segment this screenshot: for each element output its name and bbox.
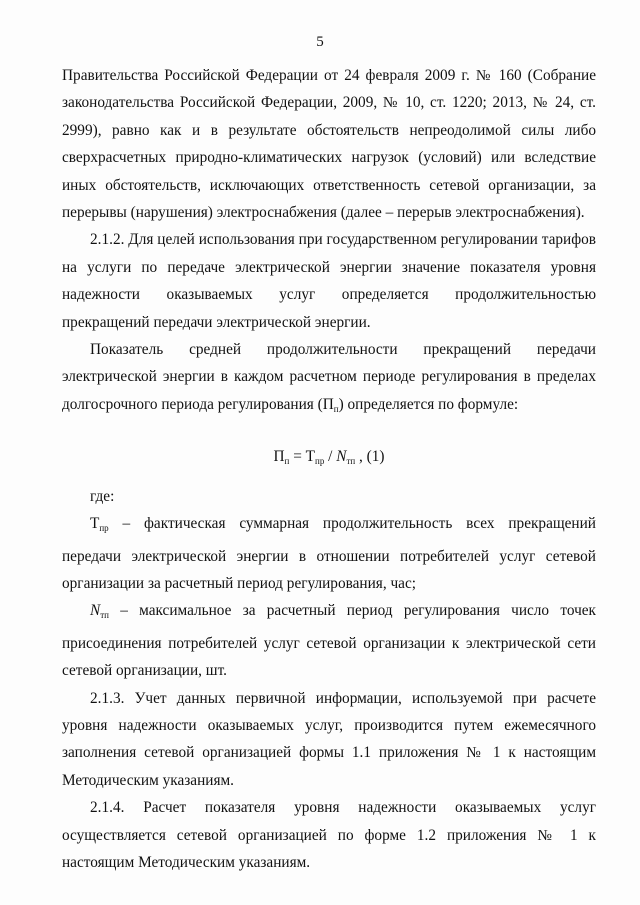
definition-symbol-subscript: пр [99, 523, 109, 534]
formula-1 [62, 443, 596, 475]
document-body [62, 62, 596, 876]
definition-text: – максимальное за расчетный период регулирования число точек присоединения потребителей услуг сетевой организации к электрической сети сетевой организации, шт. [62, 602, 596, 680]
page-number: 5 [316, 34, 324, 50]
formula-lhs-subscript: п [284, 456, 290, 467]
subscript: п [333, 403, 339, 414]
paragraph-continuation: Правительства Российской Федерации от 24 февраля 2009 г. № 160 (Собрание законодательства Российской Федерации, 2009, № 10, ст. 1220; 2013, № 24, ст. 2999), равно как и в результате обстоятельств непреодолимой силы либо сверхрасчетных природно-климатических нагрузок (условий) или вследствие иных обстоятельств, исключающих ответственность сетевой организации, за перерывы (нарушения) электроснабжения (далее – перерыв электроснабжения). [62, 67, 596, 222]
definition-text: – фактическая суммарная продолжительность всех прекращений передачи электрической энергии в отношении потребителей услуг сетевой организации за расчетный период регулирования, час; [62, 515, 596, 592]
definition-t-pr [62, 510, 596, 597]
definition-symbol: Т [90, 515, 100, 533]
definition-n-tp [62, 597, 596, 684]
paragraph-2-1-4: 2.1.4. Расчет показателя уровня надежности оказываемых услуг осуществляется сетевой организацией по форме 1.2 приложения № 1 к настоящим Методическим указаниям. [62, 799, 596, 871]
paragraph-indicator-definition [62, 336, 596, 423]
formula-n: N [336, 448, 347, 466]
definition-symbol-subscript: тп [100, 610, 109, 621]
where-label: где: [90, 487, 115, 505]
formula-t: Т [305, 448, 316, 466]
formula-number: , (1) [355, 448, 385, 466]
paragraph-text: ) определяется по формуле: [338, 395, 519, 413]
definition-symbol: N [90, 602, 101, 620]
paragraph-2-1-3: 2.1.3. Учет данных первичной информации, используемой при расчете уровня надежности оказываемых услуг, производится путем ежемесячного заполнения сетевой организацией формы 1.1 приложения № 1 к настоящим Методическим указаниям. [62, 689, 596, 789]
paragraph-2-1-2: 2.1.2. Для целей использования при государственном регулировании тарифов на услуги по передаче электрической энергии значение показателя уровня надежности оказываемых услуг определяется продолжительностью прекращений передачи электрической энергии. [62, 231, 596, 331]
formula-n-subscript: тп [346, 456, 356, 467]
formula-t-subscript: пр [315, 456, 325, 467]
formula-slash: / [324, 448, 337, 466]
formula-lhs: П [273, 448, 285, 466]
paragraph-text: Показатель средней продолжительности прекращений передачи электрической энергии в каждом расчетном периоде регулирования в пределах долгосрочного периода регулирования (П [62, 341, 596, 413]
formula-equals: = [289, 448, 306, 466]
